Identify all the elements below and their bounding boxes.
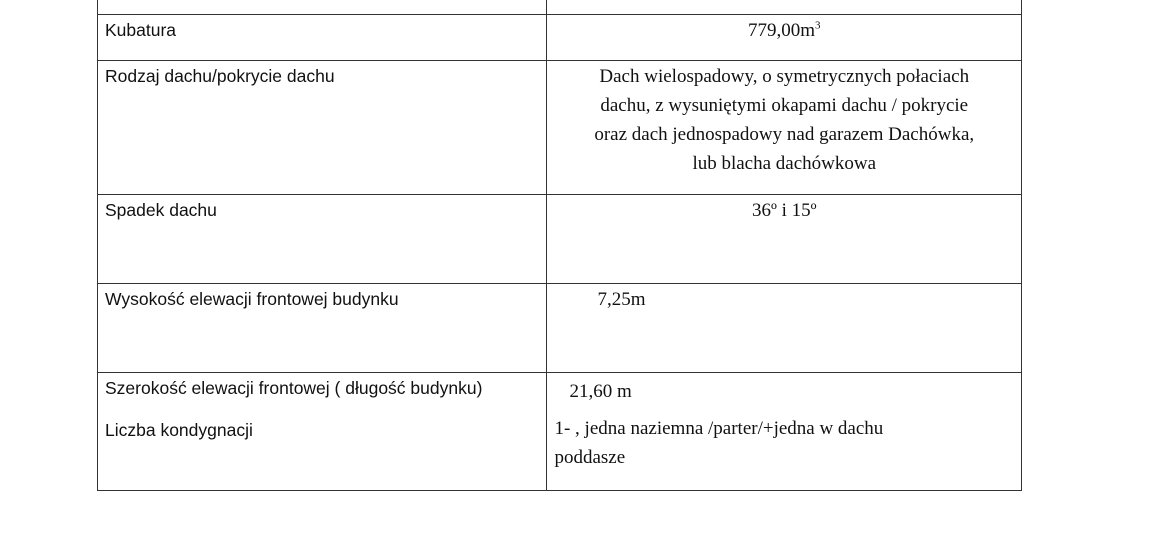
- label-spadek-dachu: [98, 195, 547, 284]
- value-szerokosc-kondygnacje: [547, 373, 1022, 491]
- value-rodzaj-dachu: [547, 61, 1022, 195]
- value-kubatura: [547, 15, 1022, 61]
- value-spadek-dachu-text: 36º i 15º: [751, 200, 817, 221]
- label-wysokosc: [98, 284, 547, 373]
- value-rodzaj-dachu-line-4: lub blacha dachówkowa: [692, 153, 877, 174]
- label-szerokosc-text: Szerokość elewacji frontowej ( długość budynku): [105, 378, 483, 398]
- table-row: [98, 0, 1022, 15]
- table-row-rodzaj-dachu: [98, 61, 1022, 195]
- value-spadek-dachu: [547, 195, 1022, 284]
- label-kubatura: [98, 15, 547, 61]
- value-kondygnacje-line-1: 1- , jedna naziemna /parter/+jedna w dachu: [554, 418, 884, 439]
- table-cell: [98, 0, 547, 15]
- label-rodzaj-dachu: [98, 61, 547, 195]
- table-row-szerokosc-kondygnacje: [98, 373, 1022, 491]
- label-kubatura-text: Kubatura: [105, 20, 177, 40]
- value-wysokosc-text: 7,25m: [597, 289, 646, 310]
- value-wysokosc: [547, 284, 1022, 373]
- label-spadek-dachu-text: Spadek dachu: [105, 200, 217, 220]
- table-cell: [547, 0, 1022, 15]
- label-rodzaj-dachu-text: Rodzaj dachu/pokrycie dachu: [105, 66, 335, 86]
- table-row-wysokosc: [98, 284, 1022, 373]
- value-rodzaj-dachu-line-2: dachu, z wysuniętymi okapami dachu / pokrycie: [600, 95, 969, 116]
- value-rodzaj-dachu-line-3: oraz dach jednospadowy nad garazem Dachówka,: [594, 124, 975, 145]
- table-row-kubatura: [98, 15, 1022, 61]
- value-szerokosc-text: 21,60 m: [569, 381, 632, 402]
- label-wysokosc-text: Wysokość elewacji frontowej budynku: [105, 289, 399, 309]
- building-parameters-table: [97, 0, 1022, 491]
- value-rodzaj-dachu-line-1: Dach wielospadowy, o symetrycznych połaciach: [599, 66, 970, 87]
- label-kondygnacje-text: Liczba kondygnacji: [105, 420, 253, 440]
- value-kubatura-superscript: 3: [815, 19, 821, 32]
- value-kubatura-text: 779,00m: [747, 20, 815, 41]
- value-kondygnacje-line-2: poddasze: [554, 447, 626, 468]
- label-szerokosc-kondygnacje: [98, 373, 547, 491]
- table-row-spadek-dachu: [98, 195, 1022, 284]
